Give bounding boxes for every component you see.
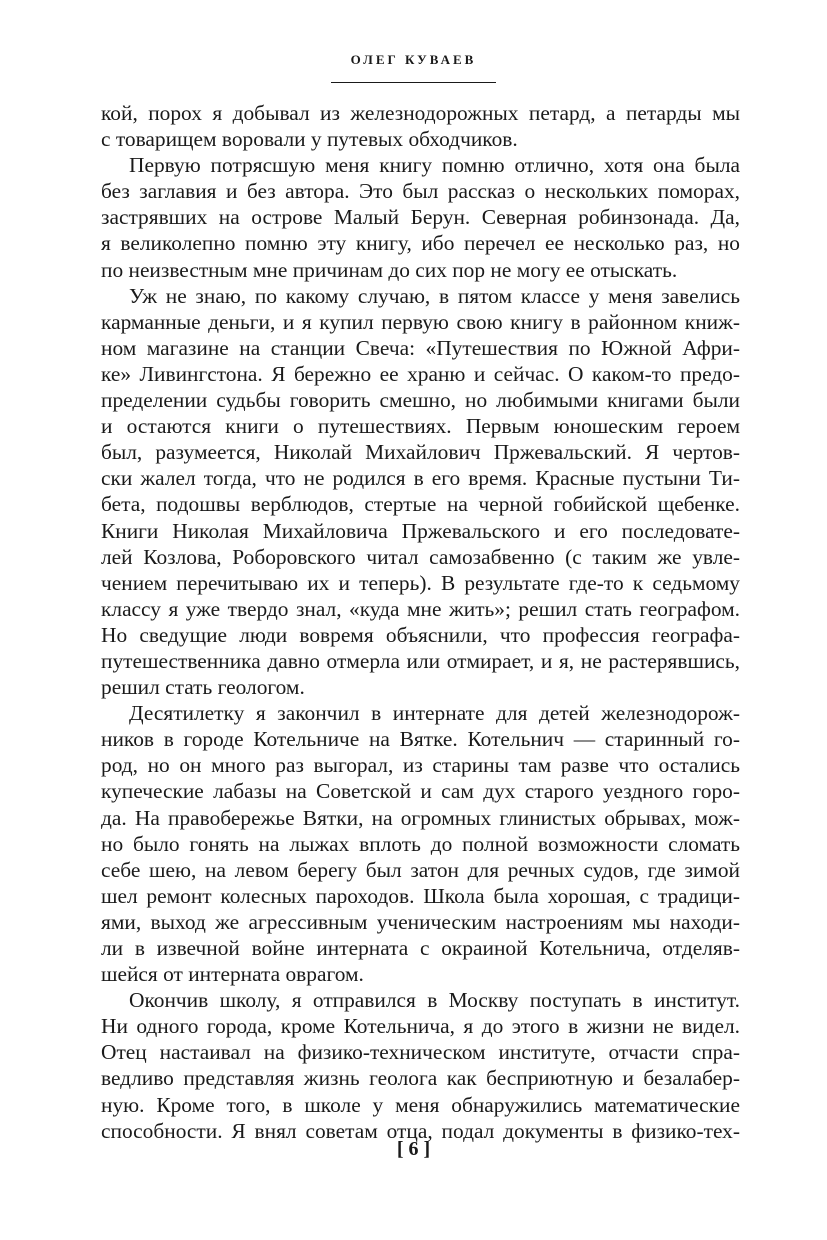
text-line: был, разумеется, Николай Михайлович Пржевальский. Я чертов- [101,440,740,465]
text-line: ведливо представляя жизнь геолога как бесприютную и безалабер- [101,1066,740,1091]
text-line: карманные деньги, и я купил первую свою книгу в районном книж- [101,309,740,334]
text-line: но было гонять на лыжах вплоть до полной возможности сломать [101,831,740,856]
text-line: Окончив школу, я отправился в Москву поступать в институт. [129,988,740,1013]
text-line: ную. Кроме того, в школе у меня обнаружились математические [101,1092,740,1117]
text-line: я великолепно помню эту книгу, ибо перечел ее несколько раз, но [101,231,740,256]
text-line: кой, порох я добывал из железнодорожных петард, а петарды мы [101,101,740,125]
header-rule [331,82,496,83]
text-line: лей Козлова, Роборовского читал самозабвенно (с таким же увле- [101,544,740,569]
text-line: Книги Николая Михайловича Пржевальского и его последовате- [101,518,740,543]
text-line: Ни одного города, кроме Котельнича, я до этого в жизни не видел. [101,1014,740,1039]
text-line: ном магазине на станции Свеча: «Путешествия по Южной Афри- [101,335,740,360]
text-line: ников в городе Котельниче на Вятке. Котельнич — старинный го- [101,727,740,752]
text-line: чением перечитываю их и теперь). В результате где-то к седьмому [101,570,740,595]
text-line: классу я уже твердо знал, «куда мне жить»; решил стать географом. [101,596,740,621]
text-line: и остаются книги о путешествиях. Первым юношеским героем [101,414,740,439]
text-line: да. На правобережье Вятки, на огромных глинистых обрывах, мож- [101,805,740,830]
text-line: пределении судьбы говорить смешно, но любимыми книгами были [101,388,740,413]
text-line: купеческие лабазы на Советской и сам дух старого уездного горо- [101,779,740,804]
text-line: с товарищем воровали у путевых обходчиков. [101,127,518,152]
text-line: Но сведущие люди вовремя объяснили, что профессия географа- [101,622,740,647]
text-line: ли в извечной войне интерната с окраиной Котельнича, отделяв- [101,936,740,960]
text-line: шейся от интерната оврагом. [101,962,364,987]
text-line: решил стать геологом. [101,675,305,700]
text-line: ски жалел тогда, что не родился в его время. Красные пустыни Ти- [101,466,740,491]
text-line: Уж не знаю, по какому случаю, в пятом классе у меня завелись [129,283,740,308]
text-line: ями, выход же агрессивным ученическим настроениям мы находи- [101,909,740,934]
text-line: по неизвестным мне причинам до сих пор не могу ее отыскать. [101,257,678,282]
body-text [101,100,740,1144]
text-line: бета, подошвы верблюдов, стертые на черной гобийской щебенке. [101,492,740,517]
text-line: себе шею, на левом берегу был затон для речных судов, где зимой [101,857,740,882]
text-line: без заглавия и без автора. Это был рассказ о нескольких поморах, [101,179,740,204]
text-line: шел ремонт колесных пароходов. Школа была хорошая, с традици- [101,883,740,908]
page-number: [ 6 ] [396,1138,431,1160]
text-line: застрявших на острове Малый Берун. Северная робинзонада. Да, [101,205,740,230]
text-line: способности. Я внял советам отца, подал документы в физико-тех- [101,1118,740,1143]
running-head-author: ОЛЕГ КУВАЕВ [350,52,477,67]
text-line: род, но он много раз выгорал, из старины там разве что остались [101,753,740,778]
text-line: Отец настаивал на физико-техническом институте, отчасти спра- [101,1040,740,1065]
text-line: путешественника давно отмерла или отмирает, и я, не растерявшись, [101,648,740,673]
text-line: Десятилетку я закончил в интернате для детей железнодорож- [129,701,740,726]
text-line: Первую потрясшую меня книгу помню отлично, хотя она была [129,153,740,178]
text-line: ке» Ливингстона. Я бережно ее храню и сейчас. О каком-то предо- [101,361,740,386]
